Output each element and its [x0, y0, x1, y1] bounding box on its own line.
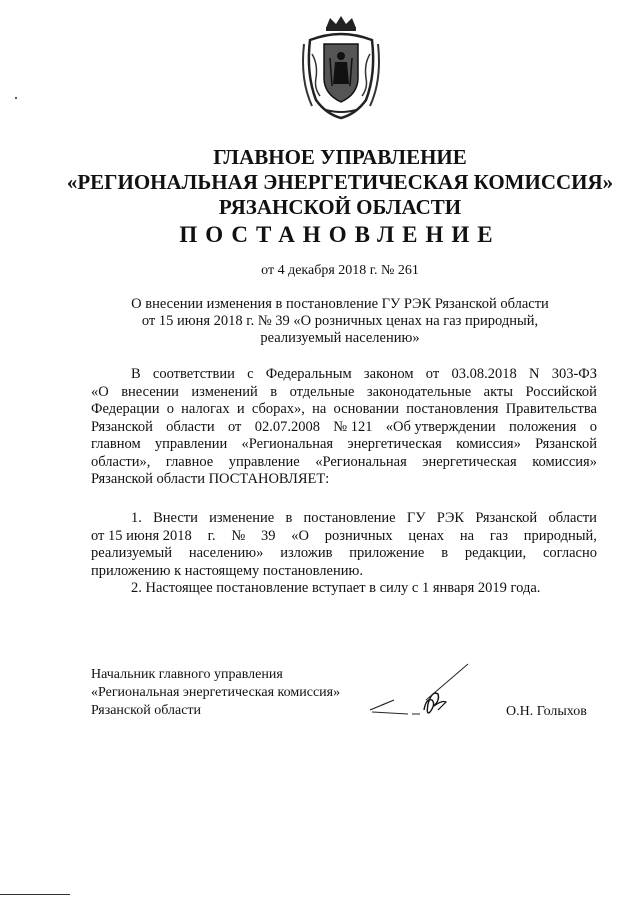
text-line — [91, 471, 597, 489]
word: положения — [508, 418, 577, 435]
word: Рязанской — [91, 418, 153, 435]
word: управление — [228, 453, 300, 470]
word: «Региональная — [315, 453, 407, 470]
word: комиссия» — [532, 453, 597, 470]
word: главное — [165, 453, 214, 470]
word: № 121 — [333, 418, 373, 435]
word: населению» — [188, 545, 264, 561]
word: Рязанской — [475, 510, 538, 526]
word: Рязанской — [535, 436, 597, 452]
word: изменений — [191, 383, 258, 400]
word: постановление — [303, 510, 396, 526]
word: сборах», — [251, 401, 305, 417]
word: законом — [363, 366, 414, 382]
word: от — [227, 418, 242, 435]
text-line — [91, 563, 597, 581]
subject-line: О внесении изменения в постановление ГУ РЭК Рязанской области — [131, 296, 549, 312]
word: 303-ФЗ — [551, 366, 597, 382]
text-line — [91, 454, 597, 472]
text-line — [91, 384, 597, 402]
coat-of-arms-icon — [296, 14, 386, 122]
word: Федеральным — [265, 366, 352, 382]
word: налогах — [181, 401, 230, 417]
word: ГУ — [406, 510, 426, 526]
word: отдельные — [289, 383, 355, 400]
word: N — [528, 366, 540, 382]
word: В — [131, 366, 141, 382]
text-line — [91, 419, 597, 437]
authority-name-line2: «РЕГИОНАЛЬНАЯ ЭНЕРГЕТИЧЕСКАЯ КОМИССИЯ» — [66, 170, 614, 194]
word: главном — [91, 436, 141, 452]
word: редакции, — [464, 545, 527, 561]
word: комиссия» — [456, 436, 521, 452]
word: Внести — [153, 510, 198, 526]
word: и — [236, 401, 245, 417]
word: о — [589, 418, 597, 435]
word: на — [459, 527, 475, 544]
word: газ — [489, 527, 508, 544]
signatory-name: О.Н. Голыхов — [506, 704, 587, 719]
word: от — [425, 366, 440, 382]
word: приложению к настоящему постановлению. — [91, 562, 363, 579]
word: «Об утверждении — [385, 418, 496, 435]
word: № — [231, 527, 246, 544]
word: управлении — [154, 436, 228, 452]
word: «О — [291, 527, 309, 544]
word: области — [548, 510, 597, 526]
word: РЭК — [436, 510, 465, 526]
word: энергетическая — [422, 453, 517, 470]
handwritten-signature — [368, 660, 472, 722]
word: Российской — [525, 383, 597, 400]
word: 03.08.2018 — [451, 366, 517, 382]
word: изменение — [209, 510, 275, 526]
word: о — [166, 401, 174, 417]
word: «Региональная — [241, 436, 334, 452]
subject-line: реализуемый населению» — [260, 330, 420, 346]
item-2-text: 2. Настоящее постановление вступает в силу с 1 января 2019 года. — [131, 580, 541, 596]
word: соответствии — [152, 366, 235, 382]
text-line — [91, 545, 597, 563]
document-title: ПОСТАНОВЛЕНИЕ — [179, 222, 501, 247]
text-line — [131, 510, 597, 528]
word: 02.07.2008 — [254, 418, 320, 435]
position-line: Рязанской области — [91, 703, 202, 718]
decree-date-number: от 4 декабря 2018 г. № 261 — [261, 263, 419, 278]
word: в — [441, 545, 449, 561]
word: природный, — [523, 527, 597, 544]
word: области — [166, 418, 215, 435]
word: приложение — [349, 545, 425, 561]
word: реализуемый — [91, 545, 173, 561]
subject-line: от 15 июня 2018 г. № 39 «О розничных ценах на газ природный, — [141, 313, 539, 329]
position-line: Начальник главного управления — [91, 667, 283, 682]
text-line — [131, 366, 597, 384]
word: акты — [483, 383, 514, 400]
word: ценах — [408, 527, 445, 544]
position-line: «Региональная энергетическая комиссия» — [91, 685, 341, 700]
word: Правительства — [505, 401, 597, 417]
word: согласно — [542, 545, 597, 561]
word: «О — [91, 383, 109, 400]
word: розничных — [324, 527, 393, 544]
word: на — [312, 401, 327, 417]
word: г. — [207, 527, 216, 544]
word: основании — [333, 401, 399, 417]
word: Федерации — [91, 401, 160, 417]
scan-speck — [15, 97, 17, 99]
word: с — [247, 366, 254, 382]
word: постановления — [406, 401, 499, 417]
word: в — [285, 510, 293, 526]
word: внесении — [121, 383, 179, 400]
word: в — [270, 383, 278, 400]
authority-name-line1: ГЛАВНОЕ УПРАВЛЕНИЕ — [213, 145, 467, 169]
word: 1. — [131, 510, 142, 526]
text-line — [91, 401, 597, 419]
word: области», — [91, 453, 151, 470]
text-line — [91, 528, 597, 546]
word: 39 — [260, 527, 276, 544]
word: законодательные — [366, 383, 472, 400]
text-line — [91, 436, 597, 454]
footer-rule — [0, 894, 70, 895]
word: изложив — [280, 545, 333, 561]
authority-name-line3: РЯЗАНСКОЙ ОБЛАСТИ — [218, 195, 462, 219]
word: от 15 июня 2018 — [91, 527, 192, 544]
word: Рязанской области ПОСТАНОВЛЯЕТ: — [91, 471, 330, 487]
word: энергетическая — [347, 436, 442, 452]
signatory-position — [91, 666, 340, 720]
